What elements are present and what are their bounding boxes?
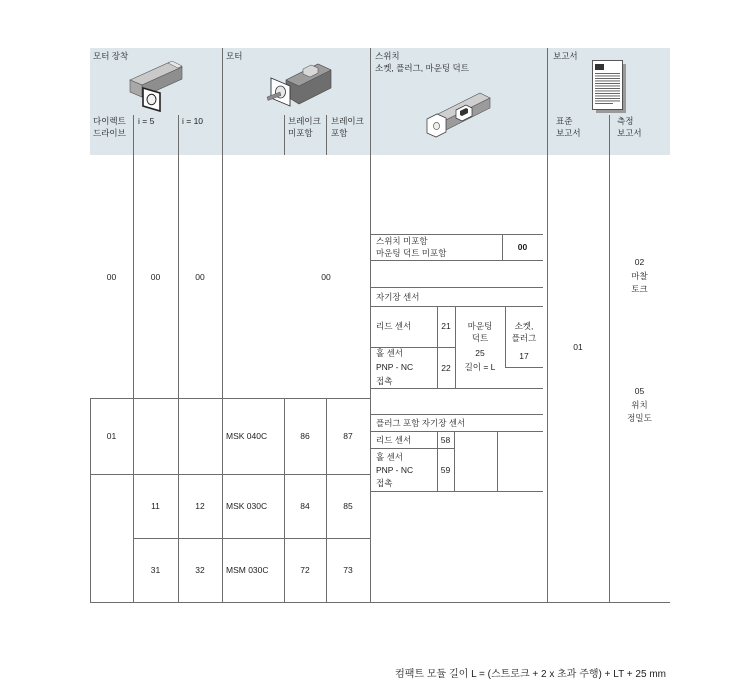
table-cell: 85	[343, 501, 353, 511]
mounting-duct-length: 길이 = L	[464, 362, 496, 372]
switch-end-bore	[434, 122, 440, 129]
report-text-line	[595, 96, 620, 97]
report-text-line	[595, 88, 620, 89]
report-text-line	[595, 83, 620, 84]
table-cell: 00	[106, 272, 117, 282]
report-text-line	[595, 78, 620, 79]
socket-plug-label: 소켓, 플러그	[511, 321, 537, 343]
table-cell: 00	[321, 272, 331, 282]
no-switch-label: 스위치 미포함 마운팅 덕트 미포함	[376, 236, 447, 258]
report-text-line	[595, 98, 620, 99]
motor-mount-title: 모터 장착	[93, 51, 129, 61]
table-cell: 72	[300, 565, 310, 575]
plug-reed-sensor-label: 리드 센서	[376, 435, 412, 445]
magnetic-sensor-title: 자기장 센서	[376, 292, 420, 302]
ratio-10-header: i = 10	[182, 116, 204, 126]
mounting-duct-code: 25	[475, 348, 485, 358]
hall-sensor-label: 홀 센서 PNP - NC 접촉	[376, 348, 414, 386]
direct-drive-header: 다이렉트 드라이브	[93, 116, 126, 138]
socket-plug-code: 17	[519, 351, 529, 361]
measured-report-position: 05 위치 정밀도	[627, 386, 652, 423]
motor-model: MSM 030C	[226, 565, 269, 575]
report-text-line	[595, 101, 620, 102]
measured-report-header: 측정 보고서	[617, 116, 642, 138]
report-text-line	[595, 103, 613, 104]
table-cell: 00	[150, 272, 161, 282]
report-text-line	[595, 76, 620, 77]
plug-hall-sensor-code: 59	[440, 465, 451, 475]
report-document-icon	[593, 61, 627, 114]
hall-sensor-code: 22	[441, 363, 451, 373]
table-cell: 11	[151, 501, 160, 511]
table-cell: 84	[300, 501, 310, 511]
table-cell: 00	[195, 272, 205, 282]
table-cell: 01	[106, 431, 117, 441]
standard-report-code: 01	[573, 342, 583, 352]
report-text-line	[595, 73, 620, 74]
ratio-5-header: i = 5	[138, 116, 155, 126]
plug-reed-sensor-code: 58	[440, 435, 451, 445]
table-cell: 86	[300, 431, 310, 441]
motor-model: MSK 030C	[226, 501, 268, 511]
flange-bore	[147, 94, 156, 104]
table-cell: 31	[150, 565, 161, 575]
measured-report-friction: 02 마찰 토크	[631, 257, 648, 294]
plug-sensor-title: 플러그 포함 자기장 센서	[376, 418, 466, 428]
table-cell: 87	[343, 431, 353, 441]
report-text-line	[595, 86, 620, 87]
table-cell: 73	[343, 565, 353, 575]
report-title: 보고서	[553, 51, 578, 61]
report-header-block	[595, 64, 604, 70]
switch-title: 스위치 소켓, 플러그, 마운팅 덕트	[375, 51, 469, 73]
module-length-formula: 컴팩트 모듈 길이 L = (스트로크 + 2 x 초과 주행) + LT + 25 mm	[395, 669, 666, 680]
mounting-duct-label: 마운팅 덕트	[467, 321, 493, 343]
plug-hall-sensor-label: 홀 센서 PNP - NC 접촉	[376, 452, 414, 488]
report-text-line	[595, 81, 620, 82]
motor-title: 모터	[226, 51, 243, 61]
report-text-line	[595, 91, 620, 92]
motor-model: MSK 040C	[226, 431, 268, 441]
reed-sensor-code: 21	[441, 321, 451, 331]
table-cell: 12	[195, 501, 205, 511]
without-brake-header: 브레이크 미포함	[288, 116, 321, 138]
standard-report-header: 표준 보고서	[556, 116, 581, 138]
no-switch-code: 00	[517, 242, 528, 252]
with-brake-header: 브레이크 포함	[331, 116, 364, 138]
table-cell: 32	[195, 565, 205, 575]
reed-sensor-label: 리드 센서	[376, 321, 412, 331]
report-text-line	[595, 93, 620, 94]
